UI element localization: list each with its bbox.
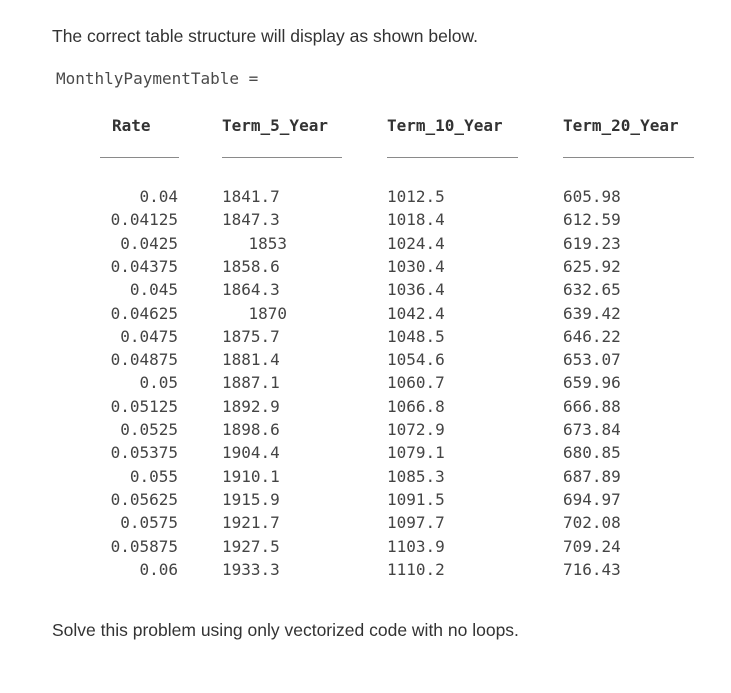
table-cell: 1012.5 bbox=[387, 187, 445, 206]
table-cell: 0.06 bbox=[139, 559, 178, 579]
table-cell: 1881.4 bbox=[222, 350, 280, 370]
table-cell: 709.24 bbox=[563, 536, 621, 556]
table-cell: 1904.4 bbox=[222, 443, 280, 463]
header-underline bbox=[222, 157, 342, 158]
table-cell: 605.98 bbox=[563, 187, 621, 206]
header-underline bbox=[387, 157, 518, 158]
table-cell: 0.04125 bbox=[110, 210, 178, 230]
table-cell: 1921.7 bbox=[222, 513, 280, 533]
table-cell: 0.05 bbox=[139, 373, 178, 393]
table-cell: 1870 bbox=[248, 303, 287, 323]
table-cell: 619.23 bbox=[563, 233, 621, 253]
table-cell: 646.22 bbox=[563, 326, 621, 346]
table-cell: 1024.4 bbox=[387, 233, 445, 253]
table-cell: 1054.6 bbox=[387, 350, 445, 370]
table-cell: 1910.1 bbox=[222, 466, 280, 486]
table-cell: 1036.4 bbox=[387, 280, 445, 300]
table-cell: 0.04875 bbox=[110, 350, 178, 370]
header-underline bbox=[563, 157, 694, 158]
table-cell: 0.04 bbox=[139, 187, 178, 206]
column-header-rate: Rate bbox=[112, 116, 151, 135]
table-cell: 1085.3 bbox=[387, 466, 445, 486]
table-cell: 0.05375 bbox=[110, 443, 178, 463]
table-cell: 1030.4 bbox=[387, 256, 445, 276]
table-cell: 1858.6 bbox=[222, 256, 280, 276]
table-cell: 687.89 bbox=[563, 466, 621, 486]
table-cell: 0.0525 bbox=[120, 420, 178, 439]
table-cell: 1892.9 bbox=[222, 396, 280, 416]
table-cell: 0.045 bbox=[129, 280, 178, 300]
table-cell: 1864.3 bbox=[222, 280, 280, 300]
table-cell: 1898.6 bbox=[222, 420, 280, 439]
table-cell: 1887.1 bbox=[222, 373, 280, 393]
table-cell: 0.0425 bbox=[120, 233, 178, 253]
column-header-term-5-year: Term_5_Year bbox=[222, 116, 328, 135]
table-cell: 625.92 bbox=[563, 256, 621, 276]
table-cell: 659.96 bbox=[563, 373, 621, 393]
table-cell: 0.055 bbox=[129, 466, 178, 486]
table-cell: 0.0475 bbox=[120, 326, 178, 346]
table-cell: 716.43 bbox=[563, 559, 621, 579]
table-cell: 1048.5 bbox=[387, 326, 445, 346]
table-cell: 632.65 bbox=[563, 280, 621, 300]
table-cell: 1091.5 bbox=[387, 489, 445, 509]
table-cell: 1018.4 bbox=[387, 210, 445, 230]
table-cell: 0.05625 bbox=[110, 489, 178, 509]
table-cell: 0.04375 bbox=[110, 256, 178, 276]
table-cell: 1066.8 bbox=[387, 396, 445, 416]
table-cell: 666.88 bbox=[563, 396, 621, 416]
table-cell: 1933.3 bbox=[222, 559, 280, 579]
table-cell: 1927.5 bbox=[222, 536, 280, 556]
table-cell: 680.85 bbox=[563, 443, 621, 463]
table-cell: 1103.9 bbox=[387, 536, 445, 556]
outro-text: Solve this problem using only vectorized code with no loops. bbox=[52, 620, 519, 640]
table-cell: 1847.3 bbox=[222, 210, 280, 230]
table-cell: 1097.7 bbox=[387, 513, 445, 533]
intro-text: The correct table structure will display as shown below. bbox=[52, 26, 479, 46]
column-header-term-10-year: Term_10_Year bbox=[387, 116, 503, 135]
table-cell: 639.42 bbox=[563, 303, 621, 323]
table-cell: 1072.9 bbox=[387, 420, 445, 439]
table-cell: 1915.9 bbox=[222, 489, 280, 509]
table-cell: 612.59 bbox=[563, 210, 621, 230]
table-cell: 1853 bbox=[248, 233, 287, 253]
table-cell: 694.97 bbox=[563, 489, 621, 509]
table-cell: 1060.7 bbox=[387, 373, 445, 393]
table-cell: 0.04625 bbox=[110, 303, 178, 323]
table-cell: 1042.4 bbox=[387, 303, 445, 323]
table-cell: 702.08 bbox=[563, 513, 621, 533]
table-cell: 1079.1 bbox=[387, 443, 445, 463]
table-cell: 653.07 bbox=[563, 350, 621, 370]
table-cell: 0.0575 bbox=[120, 513, 178, 533]
column-header-term-20-year: Term_20_Year bbox=[563, 116, 679, 135]
header-underline bbox=[100, 157, 179, 158]
variable-name-line: MonthlyPaymentTable = bbox=[56, 69, 259, 88]
table-cell: 673.84 bbox=[563, 420, 621, 439]
table-cell: 1110.2 bbox=[387, 559, 445, 579]
table-cell: 1841.7 bbox=[222, 187, 280, 206]
table-cell: 1875.7 bbox=[222, 326, 280, 346]
table-cell: 0.05125 bbox=[110, 396, 178, 416]
table-cell: 0.05875 bbox=[110, 536, 178, 556]
